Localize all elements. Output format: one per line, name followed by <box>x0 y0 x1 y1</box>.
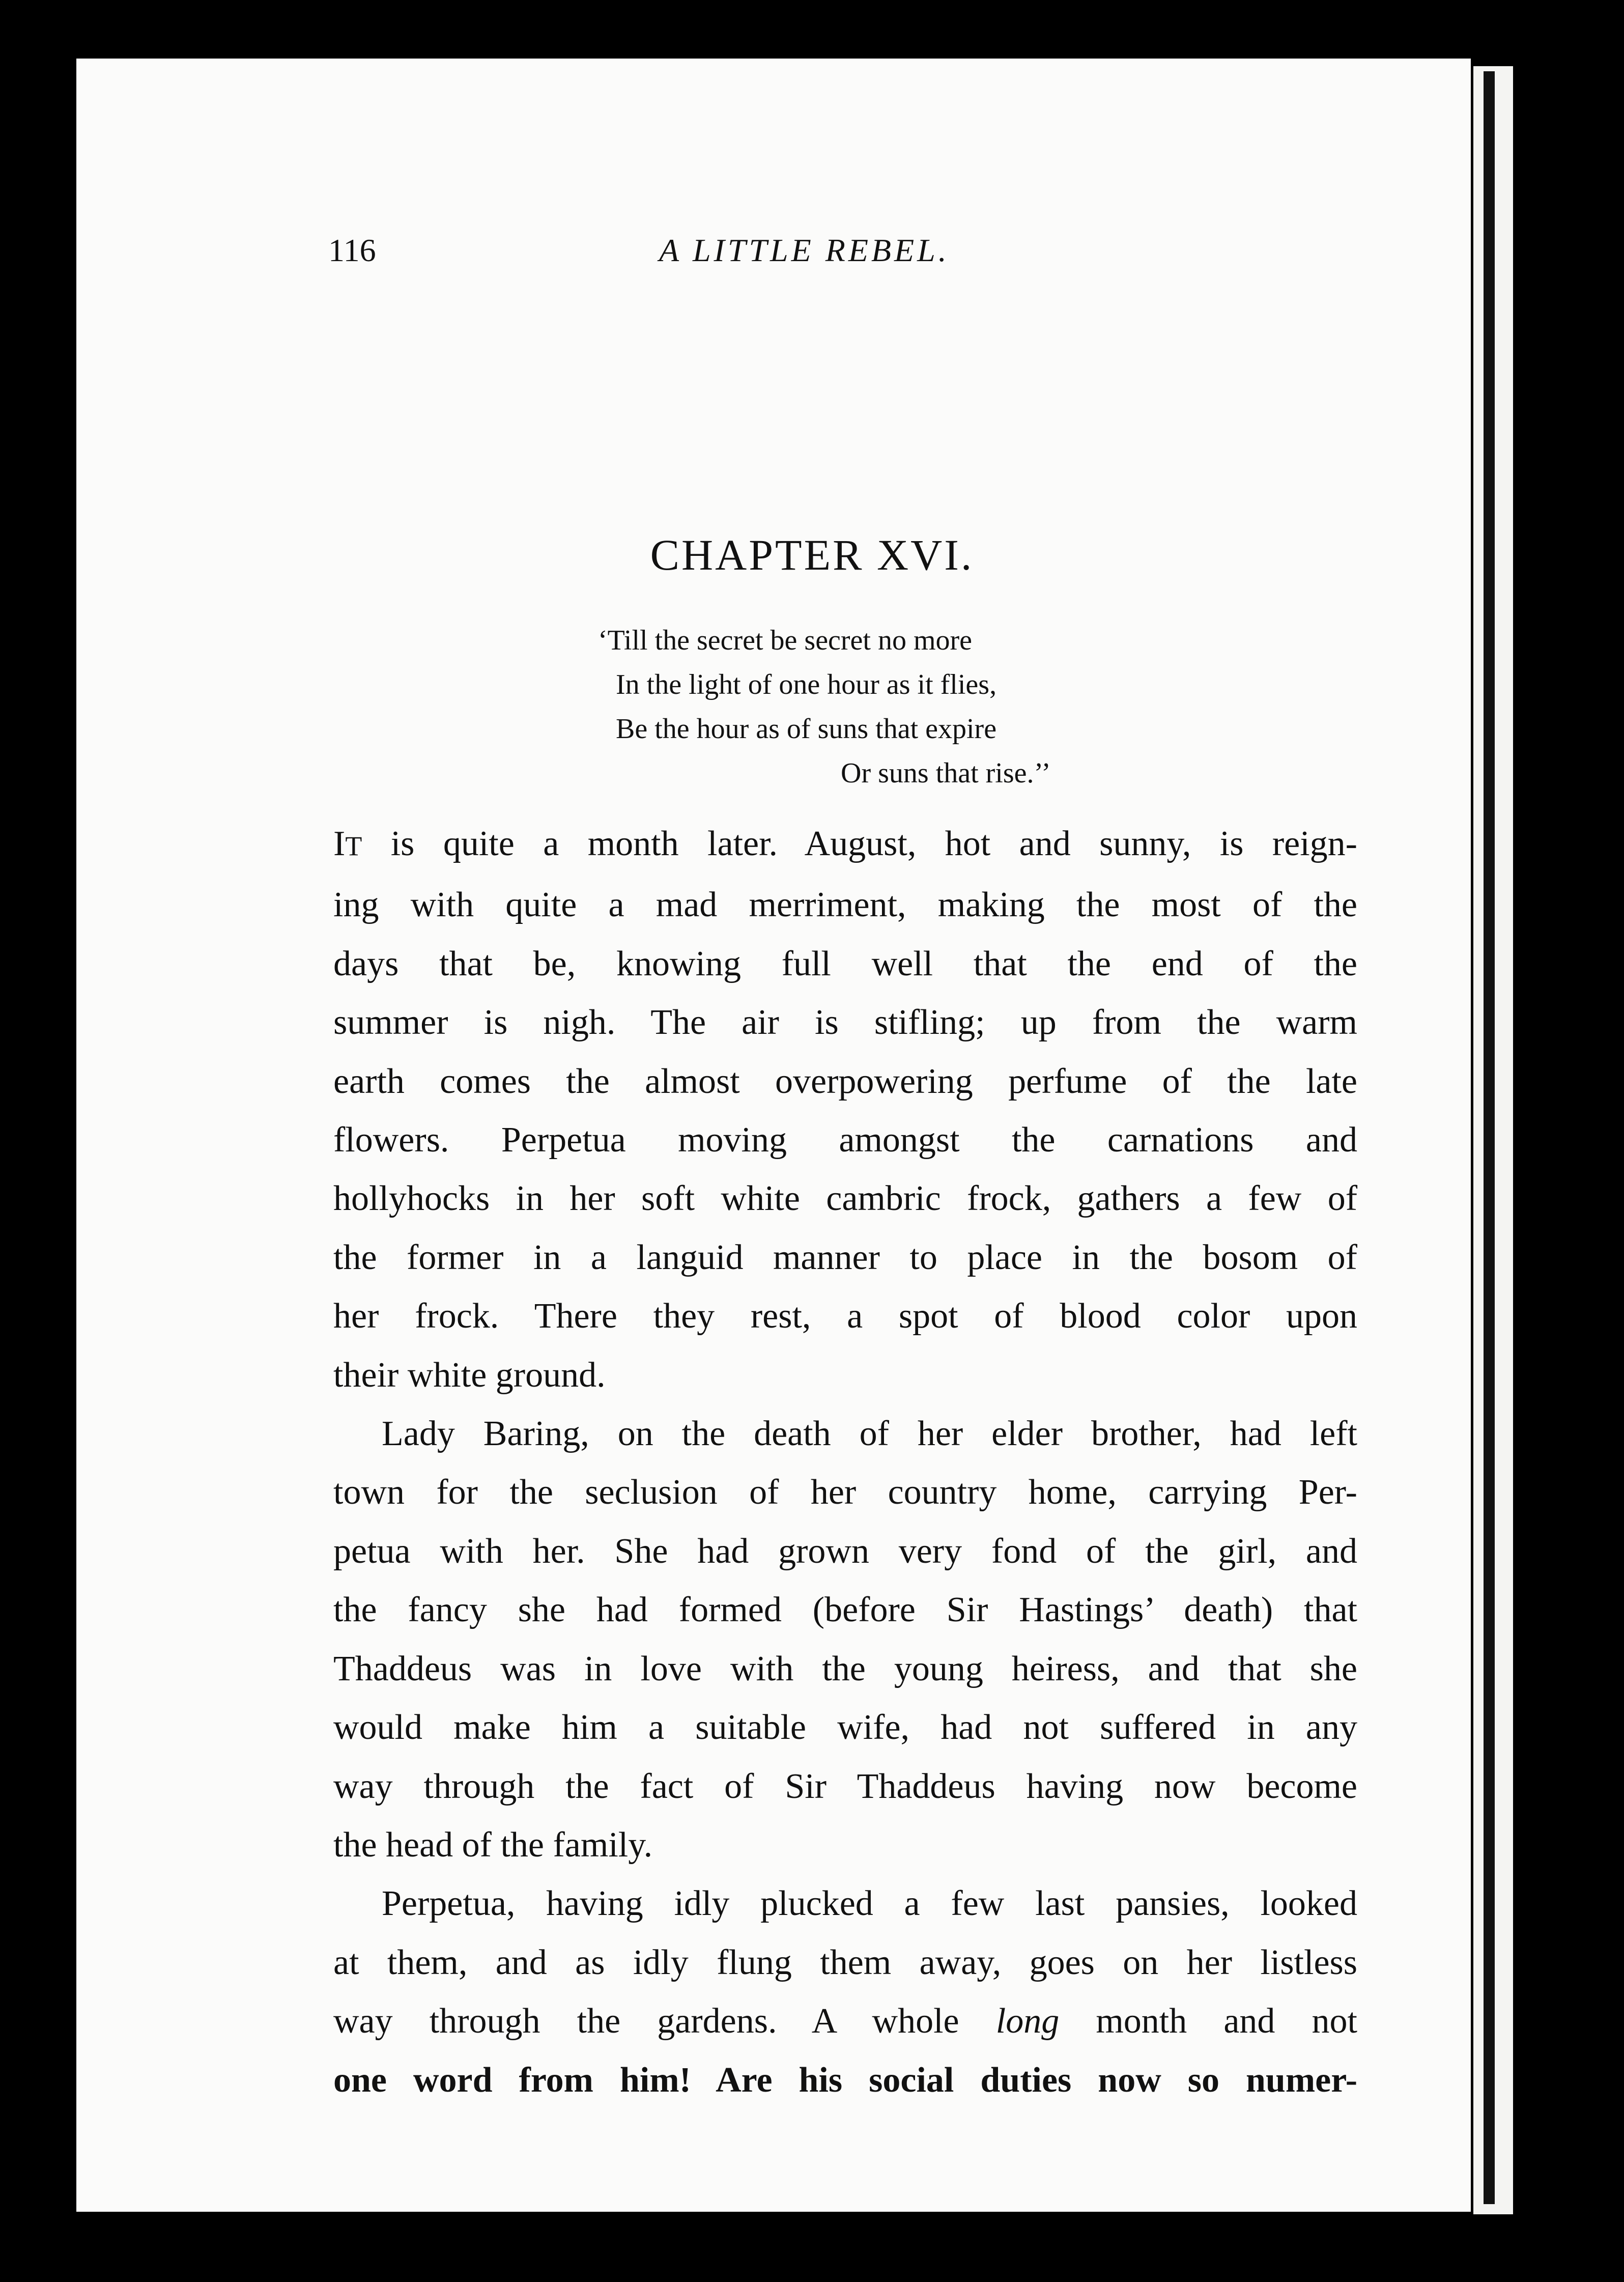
text-line: town for the seclusion of her country home, carrying Per- <box>333 1473 1357 1512</box>
emphasis: long <box>995 2002 1060 2041</box>
text-line: at them, and as idly flung them away, goes on her listless <box>333 1942 1357 1982</box>
epigraph-line: In the light of one hour as it flies, <box>616 669 997 700</box>
text-line: one word from him! Are his social duties now so numer- <box>333 2060 1357 2100</box>
chapter-heading: CHAPTER XVI. <box>650 530 974 579</box>
text-line: way through the fact of Sir Thaddeus having now become <box>333 1766 1357 1806</box>
text-line: earth comes the almost overpowering perfume of the late <box>333 1061 1357 1101</box>
page-number: 116 <box>328 232 376 268</box>
text-line: petua with her. She had grown very fond of the girl, and <box>333 1531 1357 1571</box>
epigraph-line: Be the hour as of suns that expire <box>616 713 997 745</box>
text-line: flowers. Perpetua moving amongst the carnations and <box>333 1120 1357 1160</box>
text-line: would make him a suitable wife, had not suffered in any <box>333 1708 1357 1748</box>
line-text: way through the gardens. A whole <box>333 2002 996 2041</box>
text-line: Lady Baring, on the death of her elder brother, had left <box>382 1414 1357 1454</box>
text-line <box>333 1992 1357 2050</box>
epigraph-line: ‘Till the secret be secret no more <box>598 625 973 656</box>
line-text: is quite a month later. August, hot and sunny, is reign- <box>362 824 1357 863</box>
running-title: A LITTLE REBEL. <box>659 232 950 268</box>
text-line <box>333 814 1357 876</box>
drop-cap: I <box>333 824 346 863</box>
epigraph-line: Or suns that rise.’’ <box>841 757 1051 789</box>
body-text <box>333 814 1357 2109</box>
text-line: the fancy she had formed (before Sir Hastings’ death) that <box>333 1590 1357 1630</box>
text-line: days that be, knowing full well that the end of the <box>333 944 1357 983</box>
text-line: Perpetua, having idly plucked a few last pansies, looked <box>382 1884 1357 1924</box>
line-text: month and not <box>1059 2002 1357 2041</box>
text-line: ing with quite a mad merriment, making the most of the <box>333 885 1357 925</box>
text-line: summer is nigh. The air is stifling; up from the warm <box>333 1003 1357 1043</box>
text-line: her frock. There they rest, a spot of blood color upon <box>333 1297 1357 1336</box>
epigraph <box>598 618 1051 796</box>
text-line: the head of the family. <box>333 1825 653 1865</box>
small-caps: T <box>345 831 362 861</box>
text-line: hollyhocks in her soft white cambric frock, gathers a few of <box>333 1179 1357 1219</box>
text-line: Thaddeus was in love with the young heiress, and that she <box>333 1649 1357 1688</box>
text-line: the former in a languid manner to place in the bosom of <box>333 1237 1357 1277</box>
text-line: their white ground. <box>333 1355 606 1395</box>
spine-shadow <box>1484 71 1495 2204</box>
